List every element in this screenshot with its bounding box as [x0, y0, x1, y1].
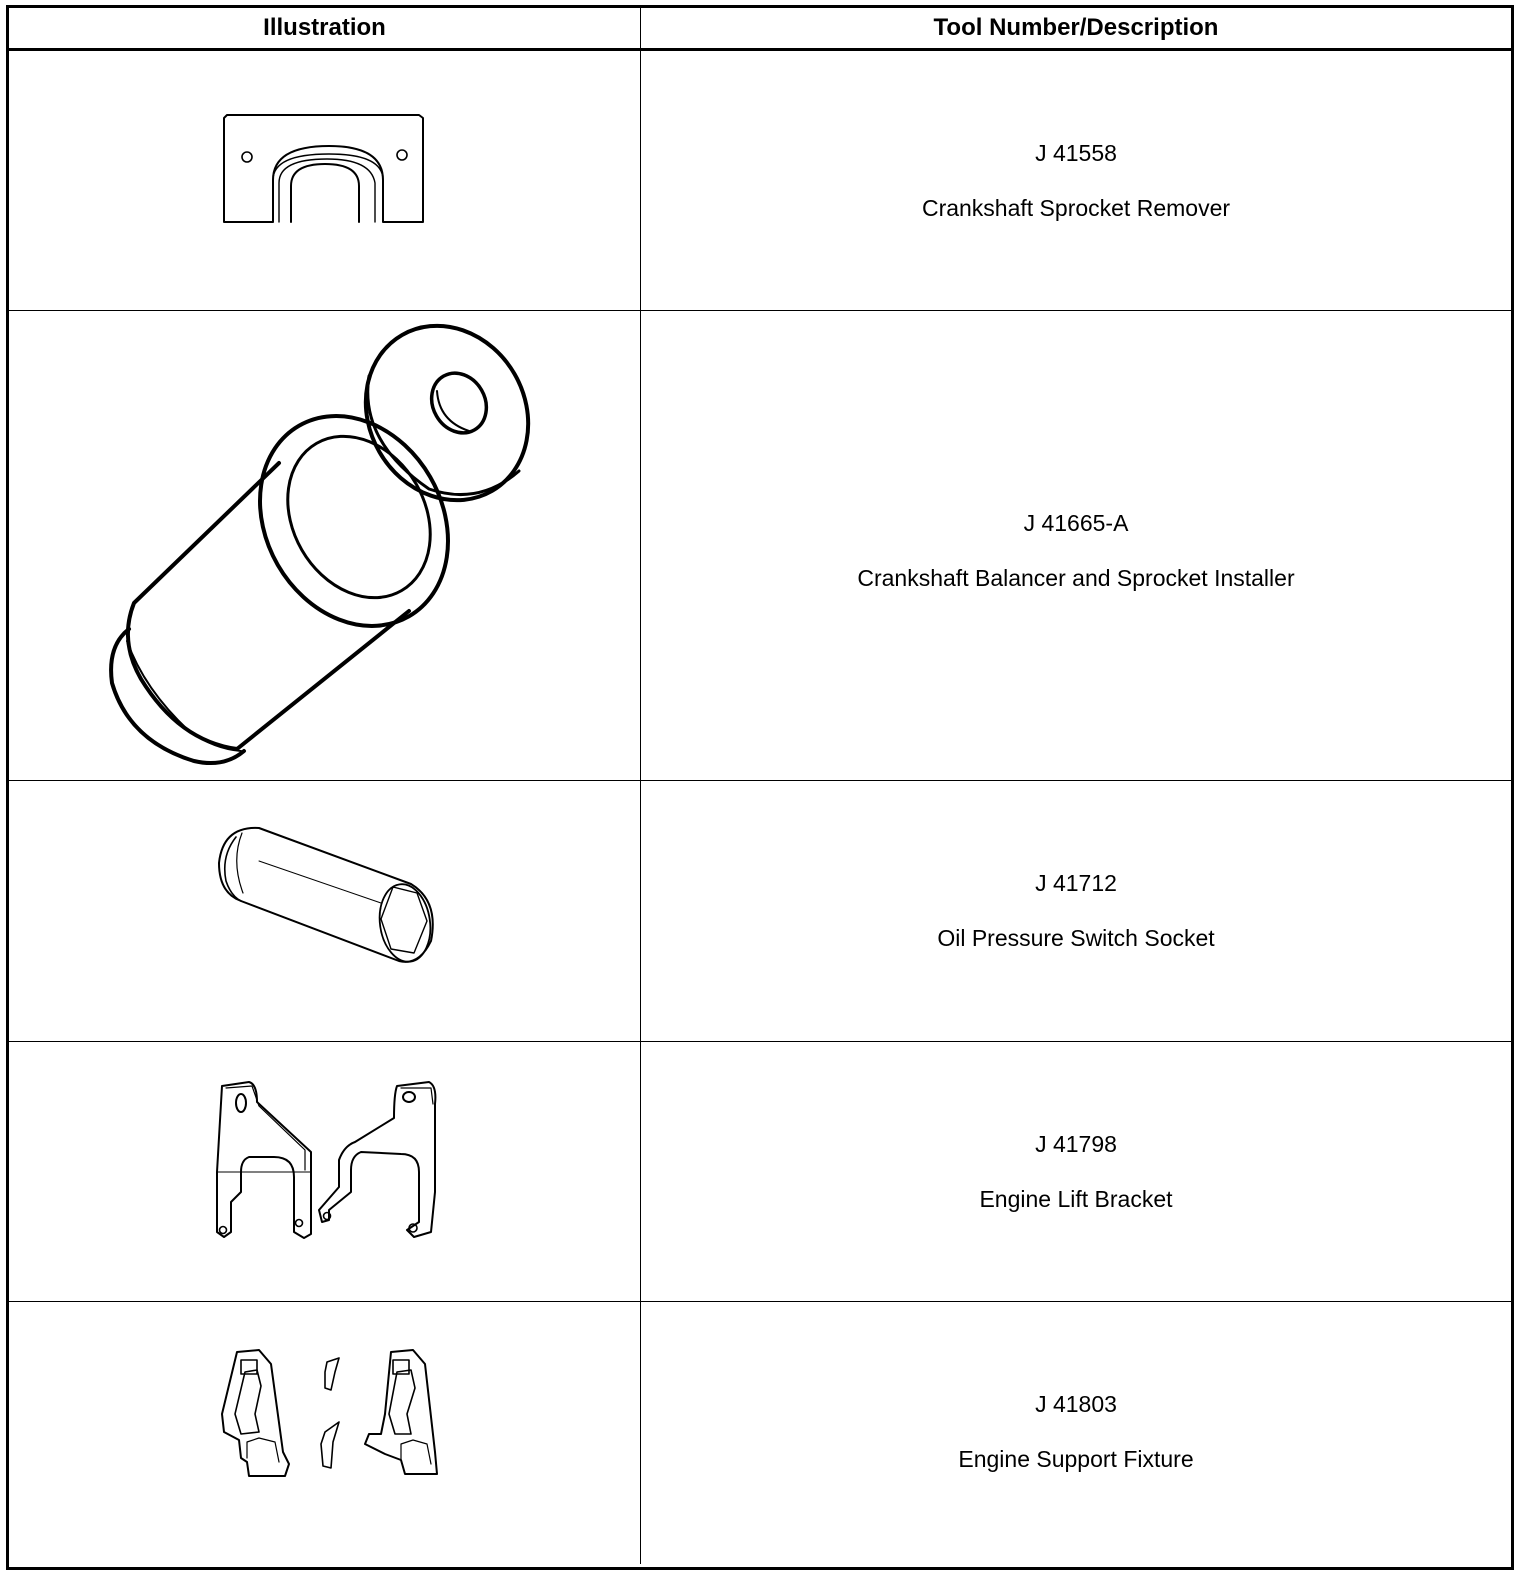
- tool-description: Crankshaft Sprocket Remover: [921, 195, 1231, 221]
- illustration-cell: [9, 781, 640, 1041]
- hex-socket-icon: [9, 781, 640, 1041]
- header-tool-description: Tool Number/Description: [933, 14, 1219, 41]
- lift-bracket-icon: [9, 1042, 640, 1301]
- tool-description: Engine Support Fixture: [958, 1446, 1194, 1472]
- header-illustration: Illustration: [263, 14, 386, 41]
- tool-number: J 41803: [1035, 1391, 1117, 1417]
- table-row: [9, 311, 1511, 780]
- description-cell: [641, 1042, 1511, 1301]
- tool-table: [6, 5, 1514, 1570]
- tool-description: Engine Lift Bracket: [979, 1186, 1173, 1212]
- description-cell: [641, 1302, 1511, 1564]
- tool-description: Oil Pressure Switch Socket: [937, 925, 1215, 951]
- tool-number: J 41712: [1035, 870, 1117, 896]
- illustration-cell: [9, 51, 640, 310]
- support-fixture-icon: [9, 1302, 640, 1564]
- tool-description: Crankshaft Balancer and Sprocket Installer: [857, 565, 1295, 591]
- tool-number: J 41558: [1035, 140, 1117, 166]
- description-cell: [641, 51, 1511, 310]
- table-row: [9, 1042, 1511, 1301]
- illustration-cell: [9, 1042, 640, 1301]
- table-header: [9, 8, 1511, 51]
- sprocket-remover-plate-icon: [9, 51, 640, 310]
- balancer-installer-cylinder-icon: [9, 311, 640, 780]
- table-row: [9, 1302, 1511, 1564]
- tool-number: J 41665-A: [1023, 510, 1129, 536]
- description-cell: [641, 781, 1511, 1041]
- description-cell: [641, 311, 1511, 780]
- illustration-cell: [9, 1302, 640, 1564]
- table-row: [9, 781, 1511, 1041]
- illustration-cell: [9, 311, 640, 780]
- tool-number: J 41798: [1035, 1131, 1117, 1157]
- table-row: [9, 51, 1511, 310]
